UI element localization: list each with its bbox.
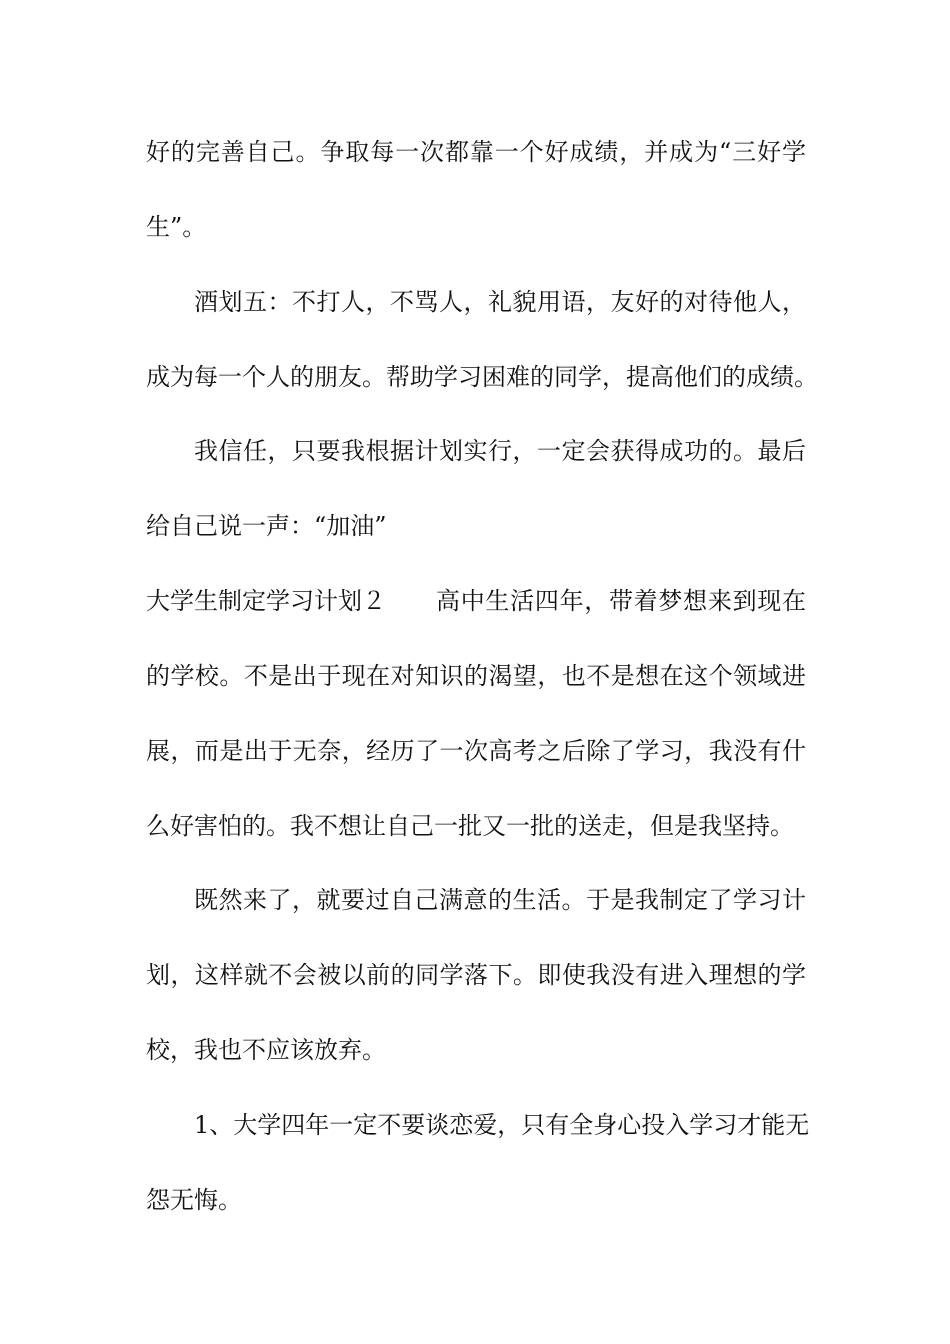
paragraph-line: 酒划五：不打人，不骂人，礼貌用语，友好的对待他人， — [194, 288, 806, 316]
paragraph-line: 给自己说一声：“加油” — [146, 512, 387, 540]
paragraph-line: 划，这样就不会被以前的同学落下。即使我没有进入理想的学 — [146, 961, 806, 989]
paragraph-line: 既然来了，就要过自己满意的生活。于是我制定了学习计 — [194, 886, 806, 914]
paragraph-line: 的学校。不是出于现在对知识的渴望，也不是想在这个领域进 — [146, 662, 806, 690]
paragraph-line: 成为每一个人的朋友。帮助学习困难的同学，提高他们的成绩。 — [146, 363, 818, 391]
section-title: 大学生制定学习计划２ — [146, 587, 386, 615]
paragraph-line: 我信任，只要我根据计划实行，一定会获得成功的。最后 — [194, 437, 806, 465]
paragraph-line: 怨无悔。 — [146, 1186, 242, 1214]
paragraph-line: 么好害怕的。我不想让自己一批又一批的送走，但是我坚持。 — [146, 812, 794, 840]
section-heading-row — [146, 584, 806, 618]
paragraph-line: 高中生活四年，带着梦想来到现在 — [436, 587, 806, 615]
paragraph-line: 展，而是出于无奈，经历了一次高考之后除了学习，我没有什 — [146, 737, 806, 765]
paragraph-line: 1、大学四年一定不要谈恋爱，只有全身心投入学习才能无 — [194, 1111, 810, 1139]
paragraph-line: 生”。 — [146, 213, 207, 241]
paragraph-line: 好的完善自己。争取每一次都靠一个好成绩，并成为“三好学 — [146, 138, 806, 166]
paragraph-line: 校，我也不应该放弃。 — [146, 1036, 386, 1064]
